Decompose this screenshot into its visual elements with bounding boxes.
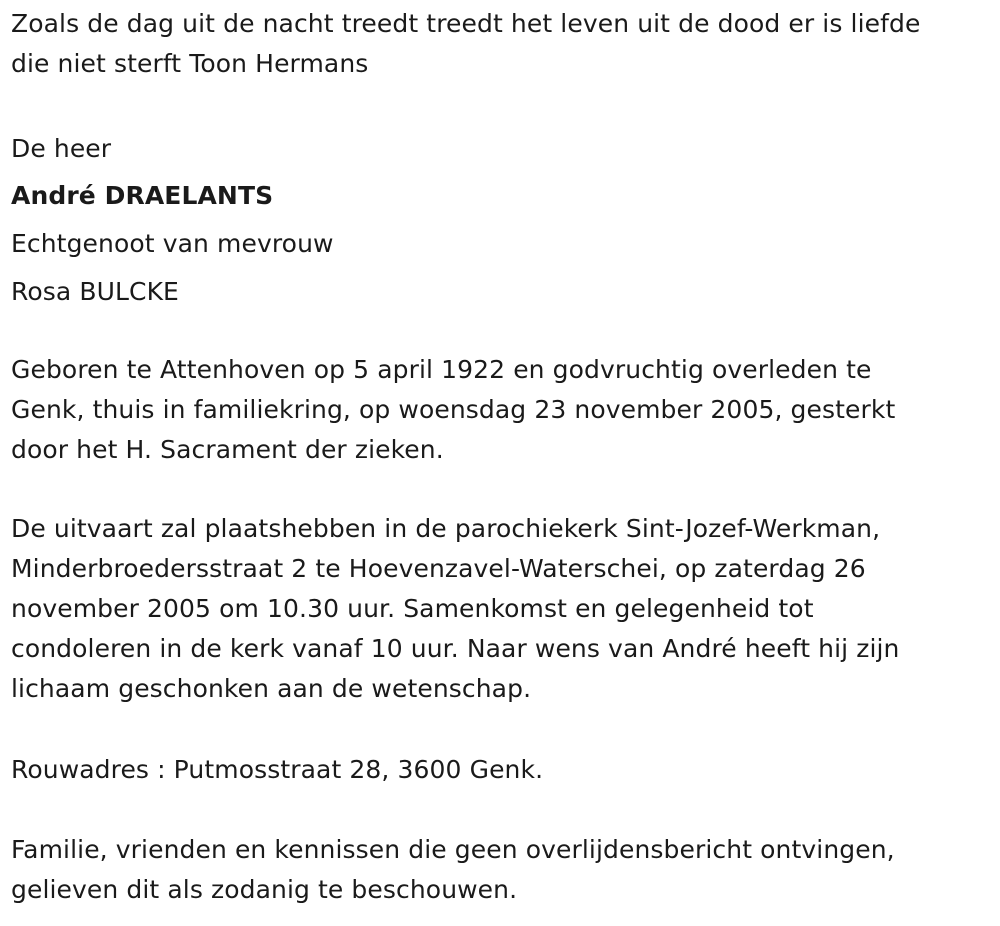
- closing-section: [11, 830, 895, 910]
- funeral-line-2: Minderbroedersstraat 2 te Hoevenzavel-Waterschei, op zaterdag 26: [11, 554, 866, 583]
- deceased-name: André DRAELANTS: [11, 181, 274, 210]
- funeral-section: [11, 509, 899, 709]
- funeral-line-5: lichaam geschonken aan de wetenschap.: [11, 674, 532, 703]
- closing-line-1: Familie, vrienden en kennissen die geen overlijdensbericht ontvingen,: [11, 835, 895, 864]
- relation: Echtgenoot van mevrouw: [11, 229, 334, 258]
- address-section: [11, 750, 543, 790]
- spouse-name: Rosa BULCKE: [11, 277, 179, 306]
- salutation: De heer: [11, 134, 112, 163]
- birth-death-line-2: Genk, thuis in familiekring, op woensdag 23 november 2005, gesterkt: [11, 395, 896, 424]
- birth-death-line-3: door het H. Sacrament der zieken.: [11, 435, 444, 464]
- mourning-address: Rouwadres : Putmosstraat 28, 3600 Genk.: [11, 755, 544, 784]
- funeral-line-4: condoleren in de kerk vanaf 10 uur. Naar wens van André heeft hij zijn: [11, 634, 900, 663]
- funeral-line-3: november 2005 om 10.30 uur. Samenkomst en gelegenheid tot: [11, 594, 814, 623]
- deceased-section: [11, 125, 334, 316]
- quote-line-1: Zoals de dag uit de nacht treedt treedt het leven uit de dood er is liefde: [11, 9, 921, 38]
- birth-death-line-1: Geboren te Attenhoven op 5 april 1922 en godvruchtig overleden te: [11, 355, 872, 384]
- closing-line-2: gelieven dit als zodanig te beschouwen.: [11, 875, 518, 904]
- funeral-line-1: De uitvaart zal plaatshebben in de parochiekerk Sint-Jozef-Werkman,: [11, 514, 881, 543]
- birth-death-section: [11, 350, 895, 470]
- quote-section: [11, 4, 920, 84]
- quote-line-2: die niet sterft Toon Hermans: [11, 49, 369, 78]
